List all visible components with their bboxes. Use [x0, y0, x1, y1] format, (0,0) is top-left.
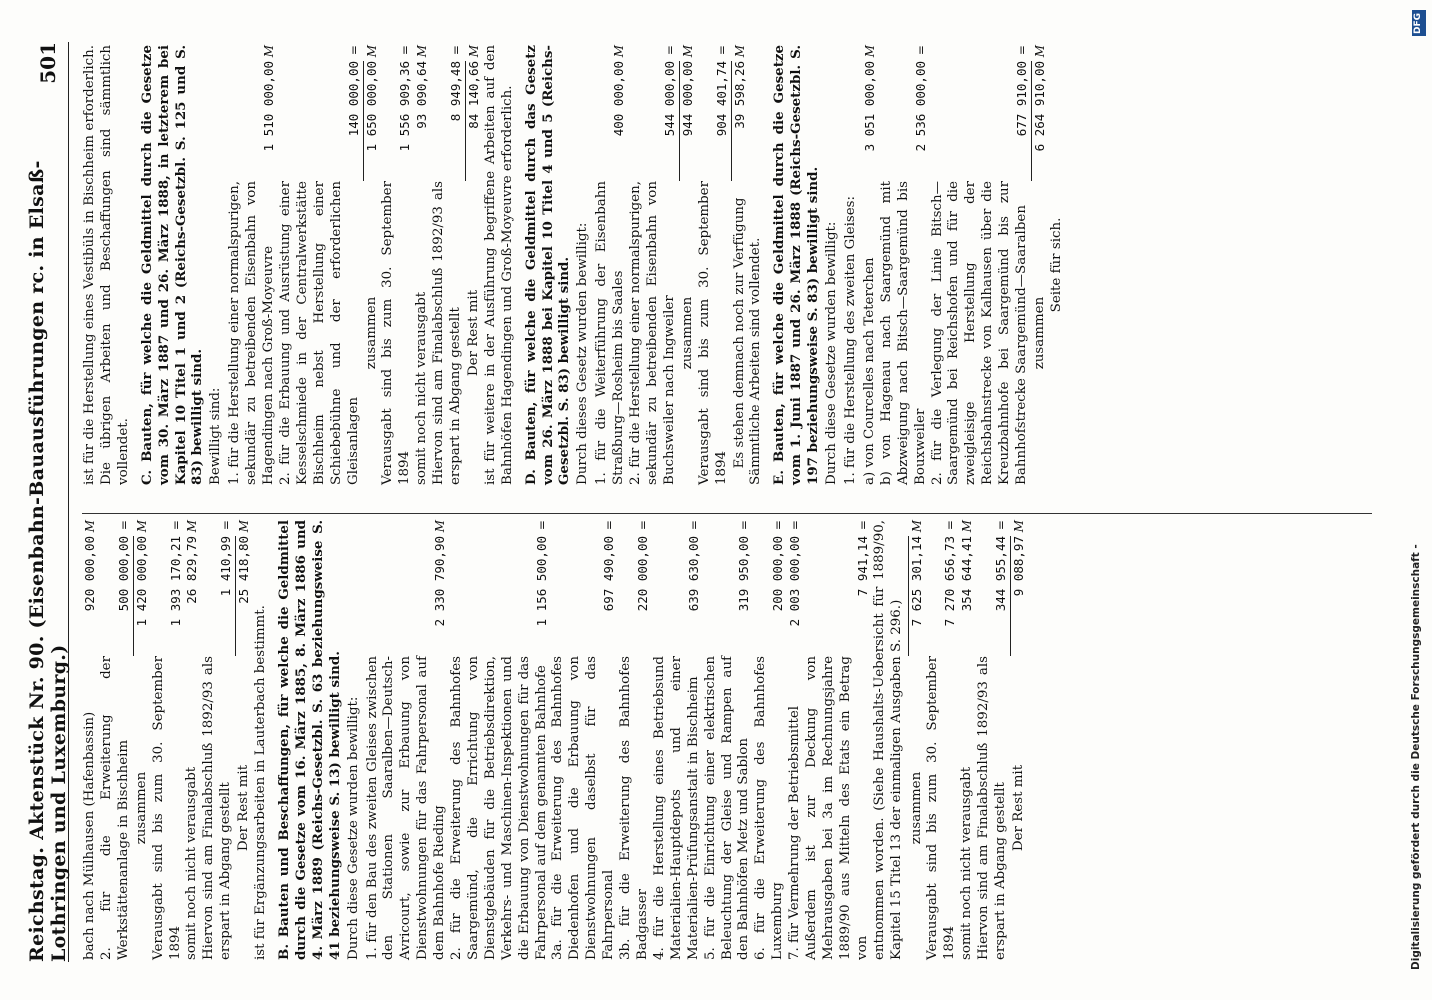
amount-row — [618, 520, 652, 960]
row-label: Außerdem ist zur Deckung von Mehrausgaben bei 3a im Rechnungsjahre 1889/90 aus Mitteln des Etats ein Betrag von — [804, 656, 870, 960]
row-unit: M — [612, 45, 627, 58]
row-amount: 2 003 000,00 — [787, 536, 803, 627]
paragraph: ist für die Herstellung eines Vestibüls in Bischheim erforderlich. Die übrigen Arbeiten und Beschaffungen sind sämmtlich vollendet. — [82, 45, 131, 485]
row-unit: M — [960, 520, 975, 533]
row-amount: 904 401,74 — [713, 61, 729, 137]
row-label: 1. für den Bau des zweiten Gleises zwischen den Stationen Saaralben—Deutsch-Avricourt, sowie zur Erbauung von Dienstwohnungen für das Fahrpersonal auf dem Bahnhofe Rieding — [364, 656, 448, 960]
row-label: somit noch nicht verausgabt — [184, 766, 200, 960]
row-unit: = — [855, 520, 870, 531]
section-heading: D. Bauten, für welche die Geldmittel durch das Gesetz vom 26. März 1888 bei Kapitel 10 Titel 4 und 5 (Reichs-Gesetzbl. S. 83) bewilligt sind. — [522, 45, 573, 485]
row-amount: 39 598,26 — [731, 61, 749, 181]
row-amount: 944 000,00 — [679, 61, 697, 181]
amount-row — [862, 45, 879, 485]
row-unit: M — [466, 45, 481, 58]
row-amount: 140 000,00 — [345, 61, 361, 137]
row-label: 2. für die Erweiterung der Werkstättenanlage in Bischheim — [98, 656, 131, 960]
amount-row — [753, 520, 787, 960]
row-label: Verausgabt sind bis zum 30. September 1894 — [925, 656, 958, 960]
row-label: 2. für die Verlegung der Linie Bitsch—Saargemünd bei Reichshofen und für die zweigleisige Herstellung der Reichsbahnstrecke von Kalhausen über die Kreuzbahnhofe bei Saargemünd bis zur Bahnhofstrecke Saargemünd—Saaralben — [929, 181, 1030, 485]
row-label: zusammen — [1031, 296, 1047, 370]
amount-row — [697, 45, 731, 485]
row-label: b) von Hagenau nach Saargemünd mit Abzweigung nach Bitsch—Saargemünd bis Bouxweiler — [878, 181, 928, 485]
sum-row — [908, 520, 926, 960]
amount-row — [431, 45, 465, 485]
row-unit: = — [662, 45, 677, 56]
sum-row — [1010, 520, 1028, 960]
paragraph: 1. für die Herstellung des zweiten Gleises: — [842, 195, 858, 485]
row-label: Hiervon sind am Finalabschluß 1892/93 als erspart in Abgang gestellt — [976, 656, 1009, 960]
row-unit: = — [788, 520, 803, 531]
row-unit: = — [219, 520, 234, 531]
amount-row — [99, 520, 133, 960]
sum-row — [1031, 45, 1049, 485]
section-heading: C. Bauten, für welche die Geldmittel durch die Gesetze vom 30. März 1887 und 26. März 1888, in letzterem bei Kapitel 10 Titel 1 und 2 (Reichs-Gesetzbl. S. 125 und S. 83) bewilligt sind. — [138, 45, 206, 485]
row-label: a) von Courcelles nach Teterchen — [861, 257, 877, 485]
row-label: 6. für die Erweiterung des Bahnhofes Luxemburg — [753, 656, 786, 960]
row-amount: 697 490,00 — [601, 536, 617, 612]
amount-row — [82, 520, 99, 960]
row-unit: M — [862, 45, 877, 58]
row-amount: 354 644,41 — [959, 536, 975, 612]
row-label: somit noch nicht verausgabt — [959, 766, 975, 960]
row-unit: = — [913, 45, 928, 56]
paragraph: ist für Ergänzungsarbeiten in Lauterbach bestimmt. — [253, 605, 269, 960]
row-amount: 25 418,80 — [235, 536, 253, 656]
amount-row — [930, 45, 1031, 485]
row-unit: M — [433, 520, 448, 533]
row-label: 3b. für die Erweiterung des Bahnhofes Badgasser — [618, 656, 650, 960]
row-amount: 200 000,00 — [770, 536, 786, 612]
row-amount: 639 630,00 — [685, 536, 701, 612]
sum-row — [679, 45, 697, 485]
row-unit: = — [346, 45, 361, 56]
running-header — [28, 42, 69, 962]
amount-row — [227, 45, 278, 485]
footer-text: Digitalisierung gefördert durch die Deutsche Forschungsgemeinschaft - — [1410, 544, 1422, 970]
row-label: 5. für die Einrichtung einer elektrischen Beleuchtung der Gleise und Rampen auf den Bahnhöfen Metz und Sablon — [702, 656, 752, 960]
amount-row — [959, 520, 976, 960]
row-unit: M — [1011, 520, 1026, 533]
row-unit: = — [1015, 45, 1030, 56]
row-label: zusammen — [908, 771, 924, 845]
row-unit: M — [185, 520, 200, 533]
column-divider — [82, 513, 1372, 514]
row-unit: = — [714, 45, 729, 56]
row-label: somit noch nicht verausgabt — [414, 291, 430, 485]
amount-row — [703, 520, 754, 960]
amount-row — [879, 45, 930, 485]
sum-row — [235, 520, 253, 960]
sum-row — [133, 520, 151, 960]
row-unit: M — [262, 45, 277, 58]
row-unit: = — [994, 520, 1009, 531]
row-unit: = — [636, 520, 650, 531]
row-label: 1. für die Herstellung einer normalspurigen, sekundär zu betreibenden Eisenbahn von Hagendingen nach Groß-Moyeuvre — [227, 181, 277, 485]
amount-row — [365, 520, 450, 960]
row-amount: 2 536 000,00 — [912, 61, 928, 152]
amount-row — [594, 45, 628, 485]
row-label: 2. für die Erbauung und Ausrüstung einer Kesselschmiede in der Centralwerkstätte Bischheim nebst Herstellung einer Schiebebühne und der erforderlichen Gleisanlagen — [277, 181, 361, 485]
row-label: 2. für die Erweiterung des Bahnhofes Saargemünd, die Errichtung von Dienstgebäuden für die Betriebsdirektion, Verkehrs- und Maschinen-Inspektionen und die Erbauung von Dienstwohnungen für das Fahrpersonal auf dem genannten Bahnhofe — [449, 656, 549, 960]
row-label: Der Rest mit — [1010, 764, 1026, 852]
section-heading: E. Bauten, für welche die Geldmittel durch die Gesetze vom 1. Juni 1887 und 26. März 1888 (Reichs-Gesetzbl. S. 197 beziehungsweise S. 83) bewilligt sind. — [771, 45, 822, 485]
row-amount: 1 410,99 — [218, 536, 234, 597]
row-label: Hiervon sind am Finalabschluß 1892/93 als erspart in Abgang gestellt — [431, 181, 464, 485]
row-unit: = — [686, 520, 701, 531]
row-amount: 1 420 000,00 — [133, 536, 151, 656]
row-amount: 6 264 910,00 — [1031, 61, 1049, 181]
amount-row — [151, 520, 185, 960]
amount-row — [976, 520, 1010, 960]
page-number: 501 — [36, 42, 60, 84]
row-label: Hiervon sind am Finalabschluß 1892/93 als erspart in Abgang gestellt — [201, 656, 234, 960]
row-label: zusammen — [133, 771, 149, 845]
row-label: Verausgabt sind bis zum 30. September 1894 — [150, 656, 183, 960]
amount-row — [652, 520, 703, 960]
row-unit: = — [168, 520, 183, 531]
row-label: Der Rest mit — [465, 289, 481, 377]
row-amount: 344 955,44 — [993, 536, 1009, 612]
row-label: Der Rest mit — [236, 764, 252, 852]
row-amount: 7 270 656,73 — [942, 536, 958, 627]
paragraph: Durch diese Gesetze wurden bewilligt: — [824, 221, 840, 485]
right-column — [82, 45, 1068, 485]
amount-row — [804, 520, 872, 960]
row-label: zusammen — [679, 296, 695, 370]
row-amount: 319 950,00 — [736, 536, 752, 612]
row-amount: 93 090,64 — [414, 61, 430, 129]
amount-row — [449, 520, 550, 960]
sum-row — [731, 45, 749, 485]
row-unit: = — [737, 520, 752, 531]
row-amount: 3 051 000,00 — [861, 61, 877, 152]
row-label: Verausgabt sind bis zum 30. September 1894 — [380, 181, 413, 485]
sum-row — [465, 45, 483, 485]
section-heading: B. Bauten und Beschaffungen, für welche die Geldmittel durch die Gesetze vom 16. März 1885, 8. März 1886 und 4. März 1889 (Reichs-Gesetzbl. S. 63 beziehungsweise S. 41 beziehungsweise S. 13) bewilligt sind. — [275, 520, 343, 960]
left-column — [82, 520, 1028, 960]
row-label: Es stehen demnach noch zur Verfügung — [731, 197, 747, 469]
amount-row — [414, 45, 431, 485]
amount-row — [380, 45, 414, 485]
row-unit: = — [534, 520, 549, 531]
dfg-logo: DFG — [1412, 10, 1426, 36]
row-unit: M — [680, 45, 695, 58]
row-amount: 26 829,79 — [184, 536, 200, 604]
row-unit: = — [771, 520, 786, 531]
row-amount: 1 393 170,21 — [167, 536, 183, 627]
row-unit: = — [398, 45, 413, 56]
paragraph: Sämmtliche Arbeiten sind vollendet. — [748, 237, 764, 485]
row-unit: M — [1032, 45, 1047, 58]
row-unit: = — [943, 520, 958, 531]
amount-row — [278, 45, 363, 485]
paragraph: entnommen worden. (Siehe Haushalts-Uebersicht für 1889/90, Kapitel 15 Titel 13 der einmaligen Ausgaben S. 296.) — [871, 520, 904, 960]
row-unit: M — [83, 520, 97, 533]
row-label: 2. für die Herstellung einer normalspurigen, sekundär zu betreibenden Eisenbahn von Buchsweiler nach Ingweiler — [628, 181, 677, 485]
amount-row — [201, 520, 235, 960]
amount-row — [787, 520, 804, 960]
row-amount: 920 000,00 — [82, 536, 97, 612]
row-amount: 544 000,00 — [661, 61, 677, 137]
amount-row — [550, 520, 618, 960]
row-amount: 9 088,97 — [1010, 536, 1028, 656]
row-amount: 7 941,14 — [854, 536, 870, 597]
row-unit: M — [732, 45, 747, 58]
row-unit: M — [134, 520, 149, 533]
paragraph: Bewilligt sind: — [208, 387, 224, 485]
amount-row — [184, 520, 201, 960]
row-amount: 400 000,00 — [611, 61, 627, 137]
sum-row — [363, 45, 381, 485]
row-unit: M — [415, 45, 430, 58]
paragraph: Durch diese Gesetze wurden bewilligt: — [345, 696, 361, 960]
row-amount: 677 910,00 — [1014, 61, 1030, 137]
row-amount: 1 510 000,00 — [261, 61, 277, 152]
row-amount: 1 650 000,00 — [363, 61, 381, 181]
row-amount: 220 000,00 — [635, 536, 650, 612]
row-amount: 500 000,00 — [115, 536, 131, 612]
row-amount: 2 330 790,90 — [432, 536, 448, 627]
row-unit: M — [909, 520, 924, 533]
amount-row — [925, 520, 959, 960]
amount-row — [628, 45, 679, 485]
row-unit: M — [237, 520, 252, 533]
row-unit: = — [449, 45, 464, 56]
paragraph: Durch dieses Gesetz wurden bewilligt: — [575, 222, 591, 485]
row-amount: 7 625 301,14 — [908, 536, 926, 656]
row-label: 4. für die Herstellung eines Betriebsund Materialien-Hauptdepots und einer Materialien-Prüfungsanstalt in Bischheim — [651, 656, 701, 960]
row-label: zusammen — [363, 296, 379, 370]
header-title: Reichstag. Aktenstück Nr. 90. (Eisenbahn-Bauausführungen rc. in Elsaß-Lothringen und Luxemburg.) — [26, 160, 70, 962]
row-amount: 1 556 909,36 — [397, 61, 413, 152]
paragraph: Seite für sich. — [1048, 217, 1064, 313]
row-unit: = — [602, 520, 617, 531]
row-label: Verausgabt sind bis zum 30. September 1894 — [696, 181, 729, 485]
row-unit: = — [116, 520, 131, 531]
row-amount: 84 140,66 — [465, 61, 483, 181]
row-amount: 1 156 500,00 — [533, 536, 549, 627]
paragraph: ist für weitere in der Ausführung begriffene Arbeiten auf den Bahnhöfen Hagendingen und Groß-Moyeuvre erforderlich. — [482, 45, 515, 485]
row-label: bach nach Mülhausen (Hafenbassin) — [82, 711, 97, 960]
row-label: 3a. für die Erweiterung des Bahnhofes Diedenhofen und die Erbauung von Dienstwohnungen daselbst für das Fahrpersonal — [550, 656, 617, 960]
row-unit: M — [364, 45, 379, 58]
row-label: 7. für Vermehrung der Betriebsmittel — [787, 705, 803, 960]
digitization-footer — [1410, 30, 1424, 970]
row-amount: 8 949,48 — [448, 61, 464, 122]
row-label: 1. für die Weiterführung der Eisenbahn Straßburg—Rosheim bis Saales — [594, 181, 627, 485]
